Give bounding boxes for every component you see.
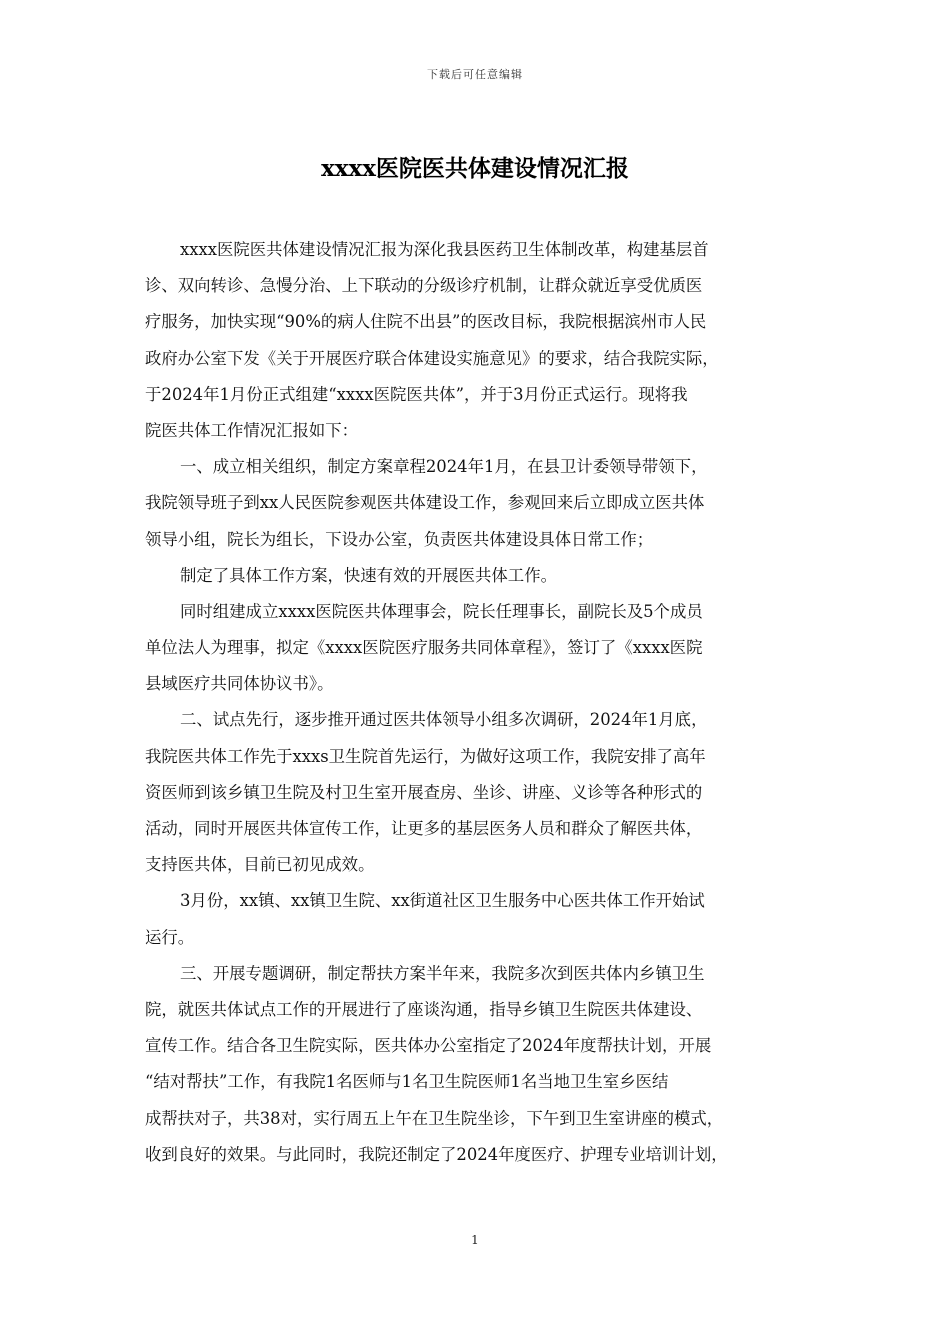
- paragraph-line: 支持医共体，目前已初见成效。: [145, 855, 375, 875]
- document-body: [145, 232, 810, 1173]
- paragraph-line: 单位法人为理事，拟定《xxxx医院医疗服务共同体章程》，签订了《xxxx医院: [145, 638, 703, 658]
- paragraph-line: 院，就医共体试点工作的开展进行了座谈沟通，指导乡镇卫生院医共体建设、: [145, 999, 703, 1019]
- paragraph-line: 二、试点先行，逐步推开通过医共体领导小组多次调研，2024年1月底，: [180, 710, 708, 730]
- paragraph-line: 资医师到该乡镇卫生院及村卫生室开展查房、坐诊、讲座、义诊等各种形式的: [145, 782, 703, 802]
- paragraph-line: 领导小组，院长为组长，下设办公室，负责医共体建设具体日常工作；: [145, 529, 654, 549]
- paragraph-line: 院医共体工作情况汇报如下：: [145, 420, 359, 440]
- page-number: 1: [471, 1233, 479, 1247]
- paragraph-line: “结对帮扶”工作，有我院1名医师与1名卫生院医师1名当地卫生室乡医结: [145, 1072, 669, 1092]
- paragraph-line: 宣传工作。结合各卫生院实际，医共体办公室指定了2024年度帮扶计划，开展: [145, 1036, 712, 1056]
- paragraph-line: 三、开展专题调研，制定帮扶方案半年来，我院多次到医共体内乡镇卫生: [180, 963, 705, 983]
- paragraph-line: 成帮扶对子，共38对，实行周五上午在卫生院坐诊，下午到卫生室讲座的模式，: [145, 1108, 724, 1128]
- paragraph-line: 收到良好的效果。与此同时，我院还制定了2024年度医疗、护理专业培训计划，: [145, 1144, 728, 1164]
- paragraph-line: 县域医疗共同体协议书》。: [145, 674, 334, 694]
- paragraph-line: 我院医共体工作先于xxxs卫生院首先运行，为做好这项工作，我院安排了高年: [145, 746, 706, 766]
- paragraph-line: 3月份，xx镇、xx镇卫生院、xx街道社区卫生服务中心医共体工作开始试: [180, 891, 705, 911]
- paragraph-line: 疗服务，加快实现“90%的病人住院不出县”的医改目标，我院根据滨州市人民: [145, 312, 707, 332]
- paragraph-line: 一、成立相关组织，制定方案章程2024年1月，在县卫计委领导带领下，: [180, 457, 708, 477]
- page-header: 下载后可任意编辑: [427, 68, 523, 81]
- document-title: xxxx医院医共体建设情况汇报: [321, 155, 629, 182]
- paragraph-line: 于2024年1月份正式组建“xxxx医院医共体”，并于3月份正式运行。现将我: [145, 384, 688, 404]
- paragraph-line: 诊、双向转诊、急慢分治、上下联动的分级诊疗机制，让群众就近享受优质医: [145, 276, 703, 296]
- paragraph-line: 政府办公室下发《关于开展医疗联合体建设实施意见》的要求，结合我院实际，: [145, 348, 719, 368]
- paragraph-line: 活动，同时开展医共体宣传工作，让更多的基层医务人员和群众了解医共体，: [145, 819, 703, 838]
- paragraph-line: 制定了具体工作方案，快速有效的开展医共体工作。: [180, 565, 557, 585]
- paragraph-line: 运行。: [145, 927, 195, 947]
- paragraph-line: xxxx医院医共体建设情况汇报为深化我县医药卫生体制改革，构建基层首: [180, 240, 709, 259]
- paragraph-line: 我院领导班子到xx人民医院参观医共体建设工作，参观回来后立即成立医共体: [145, 493, 705, 513]
- paragraph-line: 同时组建成立xxxx医院医共体理事会，院长任理事长，副院长及5个成员: [180, 601, 703, 621]
